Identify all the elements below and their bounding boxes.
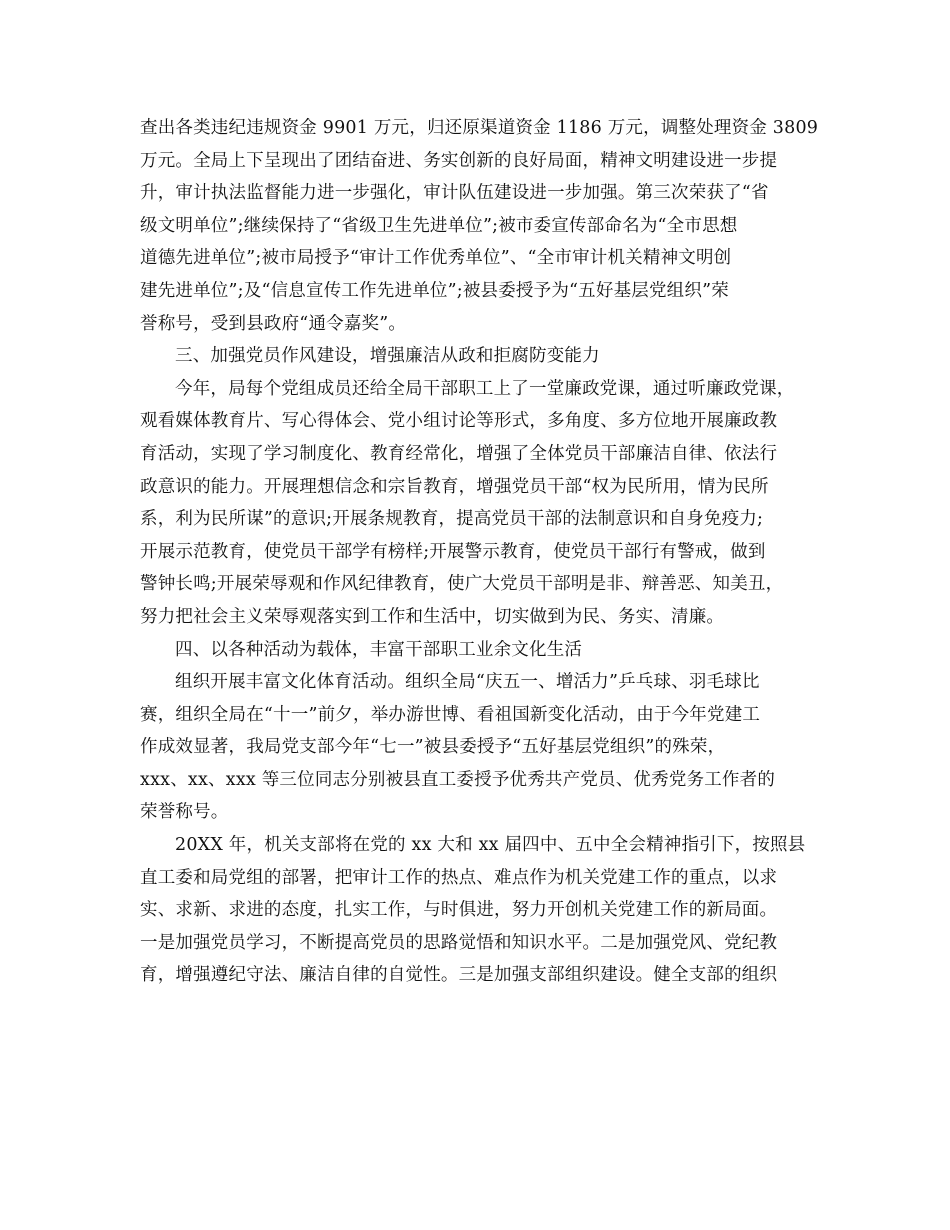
section-heading (140, 634, 830, 667)
paragraph-line: 一是加强党员学习，不断提高党员的思路觉悟和知识水平。二是加强党风、党纪教 (140, 932, 778, 953)
paragraph-line: 组织开展丰富文化体育活动。组织全局“庆五一、增活力”乒乓球、羽毛球比 (175, 672, 760, 693)
heading-text: 三、加强党员作风建设，增强廉洁从政和拒腐防变能力 (175, 346, 600, 367)
paragraph-line: 实、求新、求进的态度，扎实工作，与时俱进，努力开创机关党建工作的新局面。 (140, 900, 778, 921)
paragraph-line: 建先进单位”;及“信息宣传工作先进单位”;被县委授予为“五好基层党组织”荣 (140, 280, 729, 301)
heading-text: 四、以各种活动为载体，丰富干部职工业余文化生活 (175, 639, 583, 660)
paragraph-line: 政意识的能力。开展理想信念和宗旨教育，增强党员干部“权为民所用，情为民所 (140, 476, 769, 497)
paragraph (140, 666, 830, 829)
paragraph-line: 观看媒体教育片、写心得体会、党小组讨论等形式，多角度、多方位地开展廉政教 (140, 411, 778, 432)
paragraph-line: 荣誉称号。 (140, 802, 229, 823)
paragraph-line: 努力把社会主义荣辱观落实到工作和生活中，切实做到为民、务实、清廉。 (140, 606, 725, 627)
paragraph-line: 警钟长鸣;开展荣辱观和作风纪律教育，使广大党员干部明是非、辩善恶、知美丑， (140, 574, 784, 595)
paragraph-line: 今年，局每个党组成员还给全局干部职工上了一堂廉政党课，通过听廉政党课， (175, 378, 795, 399)
paragraph (140, 112, 830, 340)
document-body (140, 112, 830, 992)
paragraph-line: 升，审计执法监督能力进一步强化，审计队伍建设进一步加强。第三次荣获了“省 (140, 183, 769, 204)
paragraph (140, 829, 830, 992)
paragraph-line: 系，利为民所谋”的意识;开展条规教育，提高党员干部的法制意识和自身免疫力; (140, 509, 764, 530)
paragraph-line: xxx、xx、xxx 等三位同志分别被县直工委授予优秀共产党员、优秀党务工作者的 (140, 769, 776, 790)
paragraph-line: 作成效显著，我局党支部今年“七一”被县委授予“五好基层党组织”的殊荣， (140, 737, 726, 758)
paragraph-line: 开展示范教育，使党员干部学有榜样;开展警示教育，使党员干部行有警戒，做到 (140, 541, 766, 562)
paragraph-line: 誉称号，受到县政府“通令嘉奖”。 (140, 313, 407, 334)
paragraph-line: 育，增强遵纪守法、廉洁自律的自觉性。三是加强支部组织建设。健全支部的组织 (140, 965, 778, 986)
paragraph-line: 级文明单位”;继续保持了“省级卫生先进单位”;被市委宣传部命名为“全市思想 (140, 215, 738, 236)
paragraph-line: 育活动，实现了学习制度化、教育经常化，增强了全体党员干部廉洁自律、依法行 (140, 443, 778, 464)
paragraph-line: 道德先进单位”;被市局授予“审计工作优秀单位”、“全市审计机关精神文明创 (140, 248, 732, 269)
paragraph (140, 373, 830, 634)
section-heading (140, 340, 830, 373)
paragraph-line: 万元。全局上下呈现出了团结奋进、务实创新的良好局面，精神文明建设进一步提 (140, 150, 778, 171)
paragraph-line: 查出各类违纪违规资金 9901 万元，归还原渠道资金 1186 万元，调整处理资金 3809 (140, 118, 819, 138)
paragraph-line: 赛，组织全局在“十一”前夕，举办游世博、看祖国新变化活动，由于今年党建工 (140, 704, 761, 725)
paragraph-line: 直工委和局党组的部署，把审计工作的热点、难点作为机关党建工作的重点，以求 (140, 867, 778, 888)
paragraph-line: 20XX 年，机关支部将在党的 xx 大和 xx 届四中、五中全会精神指引下，按照县 (175, 835, 806, 856)
